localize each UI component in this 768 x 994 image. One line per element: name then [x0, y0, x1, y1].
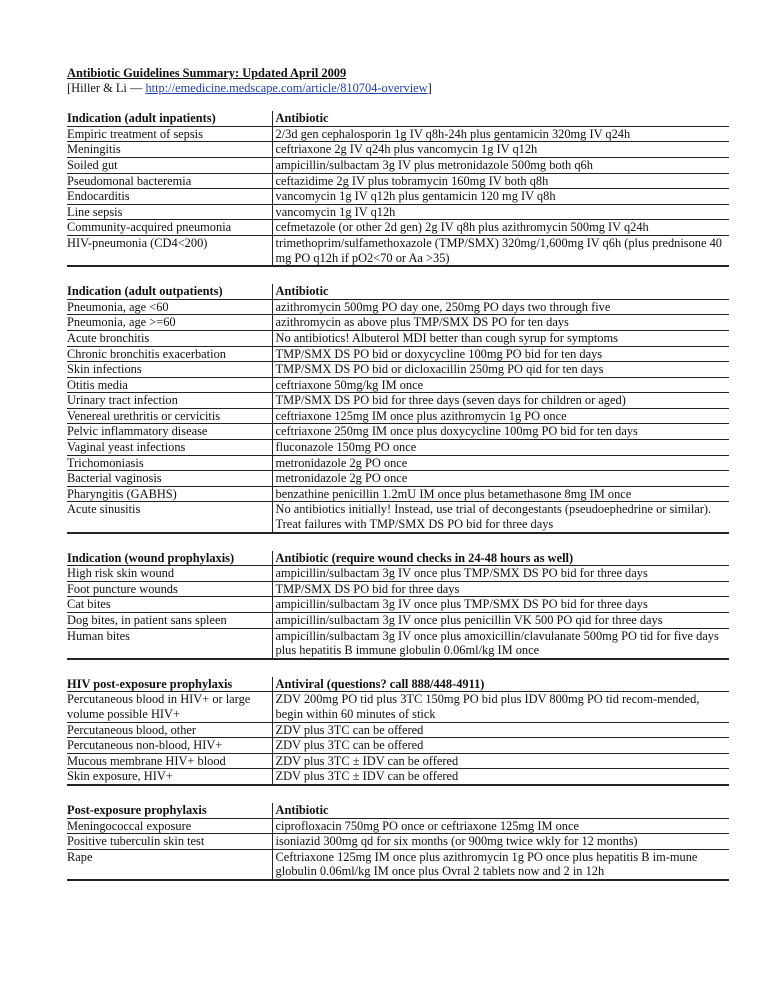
table-row — [67, 628, 729, 659]
indication-cell: Vaginal yeast infections — [67, 440, 272, 456]
treatment-cell: azithromycin as above plus TMP/SMX DS PO for ten days — [272, 315, 729, 331]
treatment-cell: TMP/SMX DS PO bid or dicloxacillin 250mg PO qid for ten days — [272, 362, 729, 378]
indication-cell: Pseudomonal bacteremia — [67, 173, 272, 189]
table-row — [67, 299, 729, 315]
table-row — [67, 235, 729, 266]
table-header-row — [67, 803, 729, 818]
indication-cell: HIV-pneumonia (CD4<200) — [67, 235, 272, 266]
treatment-cell: ampicillin/sulbactam 3g IV once plus amoxicillin/clavulanate 500mg PO tid for five days plus hepatitis B immune globulin 0.06ml/kg IM once — [272, 628, 729, 659]
citation-close: ] — [427, 80, 432, 95]
indication-cell: Venereal urethritis or cervicitis — [67, 408, 272, 424]
table-row — [67, 581, 729, 597]
table-row — [67, 315, 729, 331]
treatment-cell: TMP/SMX DS PO bid for three days (seven days for children or aged) — [272, 393, 729, 409]
section-gap — [67, 660, 729, 677]
treatment-header: Antiviral (questions? call 888/448-4911) — [272, 677, 729, 692]
table-row — [67, 722, 729, 738]
guideline-table — [67, 111, 729, 267]
indication-cell: Percutaneous blood in HIV+ or large volume possible HIV+ — [67, 692, 272, 722]
treatment-cell: vancomycin 1g IV q12h — [272, 204, 729, 220]
indication-cell: Human bites — [67, 628, 272, 659]
treatment-cell: ZDV plus 3TC can be offered — [272, 722, 729, 738]
indication-header: Post-exposure prophylaxis — [67, 803, 272, 818]
indication-header: Indication (adult inpatients) — [67, 111, 272, 126]
citation-link[interactable]: http://emedicine.medscape.com/article/810704-overview — [145, 80, 428, 95]
treatment-header: Antibiotic — [272, 111, 729, 126]
table-row — [67, 142, 729, 158]
table-row — [67, 424, 729, 440]
indication-cell: Skin infections — [67, 362, 272, 378]
table-row — [67, 692, 729, 722]
section-gap — [67, 786, 729, 803]
treatment-cell: ceftriaxone 50mg/kg IM once — [272, 377, 729, 393]
treatment-cell: ZDV plus 3TC ± IDV can be offered — [272, 753, 729, 769]
treatment-cell: ceftriaxone 2g IV q24h plus vancomycin 1g IV q12h — [272, 142, 729, 158]
indication-cell: Community-acquired pneumonia — [67, 220, 272, 236]
table-row — [67, 173, 729, 189]
treatment-cell: ceftazidime 2g IV plus tobramycin 160mg IV both q8h — [272, 173, 729, 189]
guideline-table — [67, 284, 729, 534]
treatment-cell: No antibiotics initially! Instead, use trial of decongestants (pseudoephedrine or similar). Treat failures with TMP/SMX DS PO bid for three days — [272, 502, 729, 533]
spacer — [67, 95, 729, 111]
table-header-row — [67, 284, 729, 299]
table-row — [67, 393, 729, 409]
treatment-header: Antibiotic — [272, 284, 729, 299]
indication-cell: Acute sinusitis — [67, 502, 272, 533]
treatment-cell: benzathine penicillin 1.2mU IM once plus betamethasone 8mg IM once — [272, 486, 729, 502]
table-row — [67, 486, 729, 502]
table-row — [67, 753, 729, 769]
treatment-header: Antibiotic (require wound checks in 24-48 hours as well) — [272, 551, 729, 566]
table-row — [67, 204, 729, 220]
table-row — [67, 408, 729, 424]
treatment-cell: ampicillin/sulbactam 3g IV once plus TMP/SMX DS PO bid for three days — [272, 566, 729, 582]
table-row — [67, 471, 729, 487]
guideline-table — [67, 803, 729, 881]
section-gap — [67, 267, 729, 284]
treatment-cell: ampicillin/sulbactam 3g IV once plus penicillin VK 500 PO qid for three days — [272, 613, 729, 629]
treatment-cell: 2/3d gen cephalosporin 1g IV q8h-24h plus gentamicin 320mg IV q24h — [272, 126, 729, 142]
indication-cell: Pneumonia, age >=60 — [67, 315, 272, 331]
treatment-cell: azithromycin 500mg PO day one, 250mg PO days two through five — [272, 299, 729, 315]
table-header-row — [67, 551, 729, 566]
table-row — [67, 157, 729, 173]
table-header-row — [67, 111, 729, 126]
table-row — [67, 566, 729, 582]
guideline-sections — [67, 111, 729, 881]
indication-cell: Bacterial vaginosis — [67, 471, 272, 487]
treatment-cell: ZDV 200mg PO tid plus 3TC 150mg PO bid plus IDV 800mg PO tid recom-mended, begin within 60 minutes of stick — [272, 692, 729, 722]
citation-open: [Hiller & Li — — [67, 80, 146, 95]
treatment-cell: TMP/SMX DS PO bid or doxycycline 100mg PO bid for ten days — [272, 346, 729, 362]
treatment-cell: ciprofloxacin 750mg PO once or ceftriaxone 125mg IM once — [272, 818, 729, 834]
indication-cell: Meningococcal exposure — [67, 818, 272, 834]
guideline-table — [67, 677, 729, 786]
indication-cell: Skin exposure, HIV+ — [67, 769, 272, 785]
table-row — [67, 455, 729, 471]
indication-cell: Percutaneous blood, other — [67, 722, 272, 738]
indication-cell: Empiric treatment of sepsis — [67, 126, 272, 142]
table-row — [67, 818, 729, 834]
treatment-cell: TMP/SMX DS PO bid for three days — [272, 581, 729, 597]
treatment-cell: cefmetazole (or other 2d gen) 2g IV q8h plus azithromycin 500mg IV q24h — [272, 220, 729, 236]
indication-cell: Urinary tract infection — [67, 393, 272, 409]
treatment-cell: ZDV plus 3TC ± IDV can be offered — [272, 769, 729, 785]
indication-cell: Foot puncture wounds — [67, 581, 272, 597]
indication-cell: Trichomoniasis — [67, 455, 272, 471]
table-row — [67, 834, 729, 850]
indication-cell: Soiled gut — [67, 157, 272, 173]
treatment-cell: ZDV plus 3TC can be offered — [272, 738, 729, 754]
indication-cell: Otitis media — [67, 377, 272, 393]
treatment-cell: Ceftriaxone 125mg IM once plus azithromycin 1g PO once plus hepatitis B im-mune globulin 0.06ml/kg IM once plus Ovral 2 tablets now and 2 in 12h — [272, 849, 729, 880]
table-row — [67, 738, 729, 754]
section-gap — [67, 534, 729, 551]
indication-cell: Cat bites — [67, 597, 272, 613]
indication-cell: Dog bites, in patient sans spleen — [67, 613, 272, 629]
table-row — [67, 769, 729, 785]
indication-header: HIV post-exposure prophylaxis — [67, 677, 272, 692]
table-row — [67, 502, 729, 533]
indication-cell: Pelvic inflammatory disease — [67, 424, 272, 440]
table-row — [67, 189, 729, 205]
treatment-header: Antibiotic — [272, 803, 729, 818]
treatment-cell: metronidazole 2g PO once — [272, 471, 729, 487]
treatment-cell: metronidazole 2g PO once — [272, 455, 729, 471]
treatment-cell: No antibiotics! Albuterol MDI better than cough syrup for symptoms — [272, 330, 729, 346]
indication-header: Indication (adult outpatients) — [67, 284, 272, 299]
indication-cell: Percutaneous non-blood, HIV+ — [67, 738, 272, 754]
table-row — [67, 220, 729, 236]
indication-cell: Pharyngitis (GABHS) — [67, 486, 272, 502]
table-header-row — [67, 677, 729, 692]
table-row — [67, 346, 729, 362]
table-row — [67, 126, 729, 142]
table-row — [67, 597, 729, 613]
indication-cell: Meningitis — [67, 142, 272, 158]
treatment-cell: ceftriaxone 125mg IM once plus azithromycin 1g PO once — [272, 408, 729, 424]
treatment-cell: ceftriaxone 250mg IM once plus doxycycline 100mg PO bid for ten days — [272, 424, 729, 440]
indication-cell: Line sepsis — [67, 204, 272, 220]
indication-cell: Chronic bronchitis exacerbation — [67, 346, 272, 362]
table-row — [67, 613, 729, 629]
document-page — [67, 66, 729, 881]
treatment-cell: ampicillin/sulbactam 3g IV plus metronidazole 500mg both q6h — [272, 157, 729, 173]
document-citation — [67, 81, 729, 96]
indication-cell: Mucous membrane HIV+ blood — [67, 753, 272, 769]
table-row — [67, 440, 729, 456]
treatment-cell: fluconazole 150mg PO once — [272, 440, 729, 456]
indication-cell: Positive tuberculin skin test — [67, 834, 272, 850]
treatment-cell: ampicillin/sulbactam 3g IV once plus TMP/SMX DS PO bid for three days — [272, 597, 729, 613]
treatment-cell: vancomycin 1g IV q12h plus gentamicin 120 mg IV q8h — [272, 189, 729, 205]
indication-header: Indication (wound prophylaxis) — [67, 551, 272, 566]
indication-cell: High risk skin wound — [67, 566, 272, 582]
indication-cell: Pneumonia, age <60 — [67, 299, 272, 315]
table-row — [67, 330, 729, 346]
table-row — [67, 849, 729, 880]
treatment-cell: isoniazid 300mg qd for six months (or 900mg twice wkly for 12 months) — [272, 834, 729, 850]
indication-cell: Rape — [67, 849, 272, 880]
table-row — [67, 362, 729, 378]
indication-cell: Endocarditis — [67, 189, 272, 205]
indication-cell: Acute bronchitis — [67, 330, 272, 346]
guideline-table — [67, 551, 729, 660]
treatment-cell: trimethoprim/sulfamethoxazole (TMP/SMX) 320mg/1,600mg IV q6h (plus prednisone 40 mg PO q12h if pO2<70 or Aa >35) — [272, 235, 729, 266]
table-row — [67, 377, 729, 393]
document-title: Antibiotic Guidelines Summary: Updated April 2009 — [67, 66, 347, 80]
